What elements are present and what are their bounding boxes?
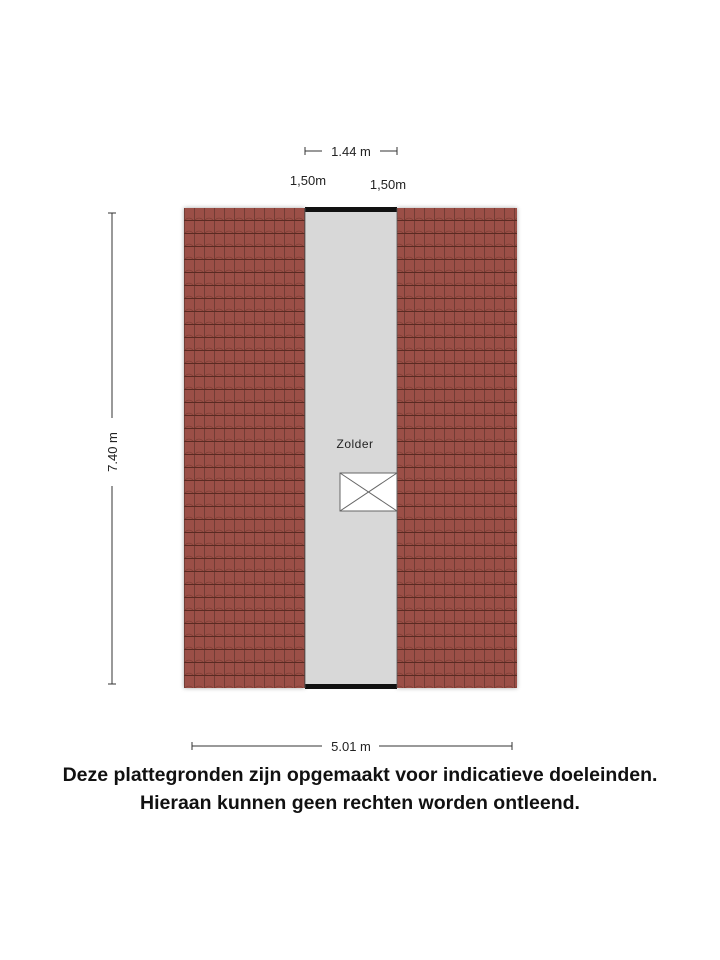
- width-dimension: [192, 739, 512, 754]
- top-dimension: [305, 144, 397, 159]
- disclaimer-line-2: Hieraan kunnen geen rechten worden ontleend.: [140, 792, 580, 814]
- wall-top: [305, 207, 397, 212]
- width-dimension-label: 5.01 m: [331, 739, 371, 754]
- height-dimension: [105, 213, 120, 684]
- roof-left: [184, 208, 305, 688]
- attic-hatch-icon: [340, 473, 397, 511]
- left-segment-label: 1,50m: [289, 173, 327, 188]
- room-label: Zolder: [336, 437, 374, 451]
- wall-bottom: [305, 684, 397, 689]
- top-dimension-label: 1.44 m: [331, 144, 371, 159]
- right-segment-label: 1,50m: [369, 177, 407, 192]
- disclaimer-line-1: Deze plattegronden zijn opgemaakt voor indicatieve doeleinden.: [62, 764, 658, 786]
- height-dimension-label: 7.40 m: [105, 432, 120, 472]
- roof-right: [397, 208, 517, 688]
